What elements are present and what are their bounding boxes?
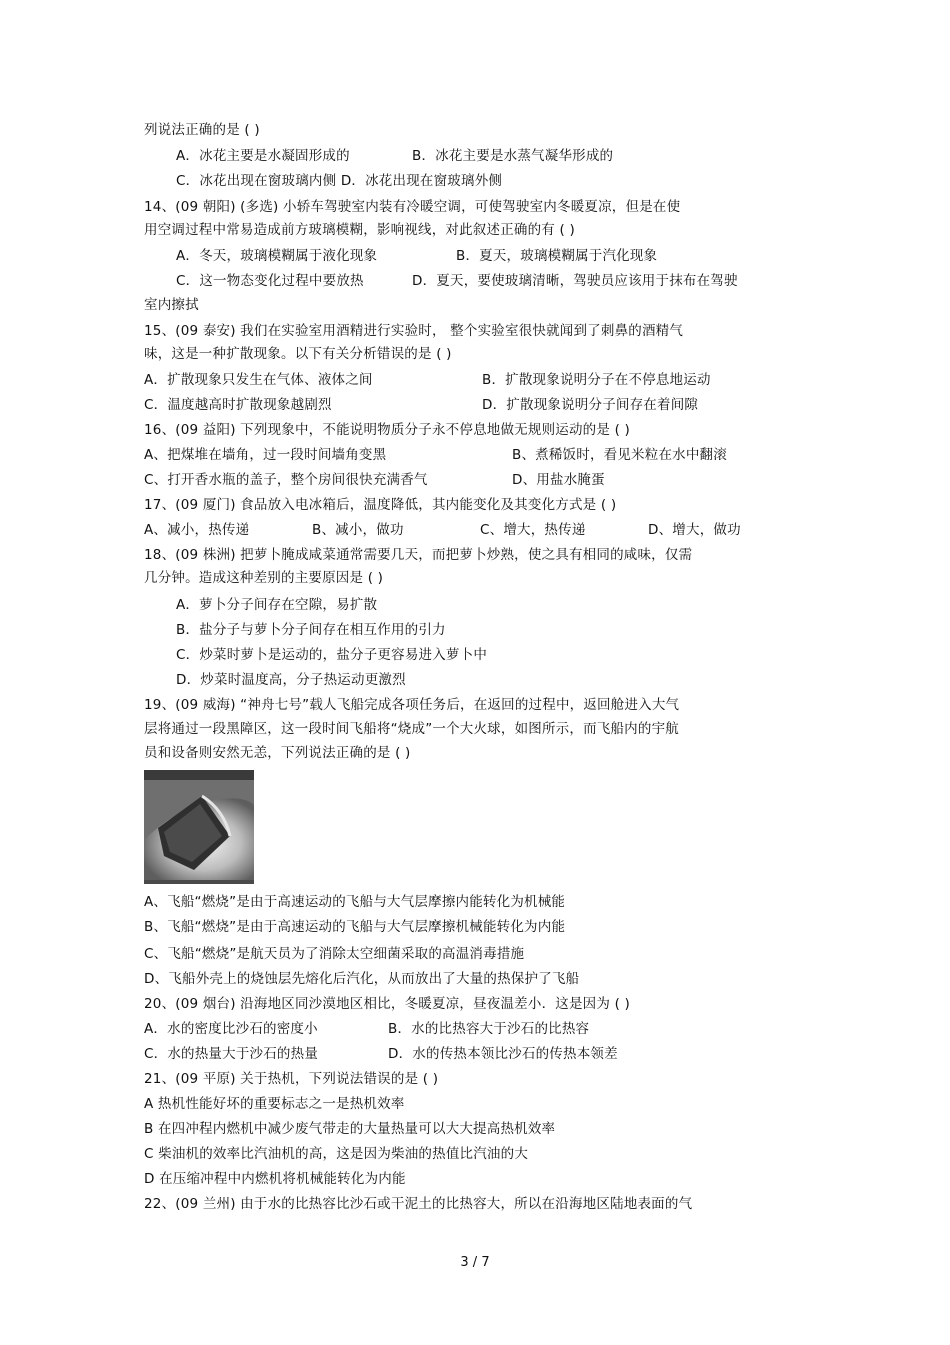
question-19-stem-2: 层将通过一段黑障区，这一段时间飞船将“烧成”一个大火球，如图所示，而飞船内的宇航	[144, 721, 679, 737]
question-20-stem: 20、(09 烟台) 沿海地区同沙漠地区相比，冬暖夏凉，昼夜温差小．这是因为 ( )	[144, 996, 630, 1012]
question-15-stem-1: 15、(09 泰安) 我们在实验室用酒精进行实验时， 整个实验室很快就闻到了刺鼻的酒精气	[144, 323, 684, 339]
option-q21-a: A 热机性能好坏的重要标志之一是热机效率	[144, 1096, 405, 1112]
option-q18-b: B．盐分子与萝卜分子间存在相互作用的引力	[176, 622, 446, 638]
option-q20-d: D．水的传热本领比沙石的传热本领差	[388, 1046, 618, 1062]
option-q15-b: B．扩散现象说明分子在不停息地运动	[482, 372, 711, 388]
page-number: 3 / 7	[460, 1255, 490, 1270]
option-q15-c: C．温度越高时扩散现象越剧烈	[144, 397, 332, 413]
option-q16-d: D、用盐水腌蛋	[512, 472, 605, 488]
option-q17-c: C、增大，热传递	[480, 522, 586, 538]
option-q17-a: A、减小，热传递	[144, 522, 250, 538]
line-q13-stem-end: 列说法正确的是 ( )	[144, 122, 260, 138]
option-q20-b: B．水的比热容大于沙石的比热容	[388, 1021, 590, 1037]
option-q21-b: B 在四冲程内燃机中减少废气带走的大量热量可以大大提高热机效率	[144, 1121, 556, 1137]
option-q14-d: D．夏天，要使玻璃清晰，驾驶员应该用于抹布在驾驶	[412, 273, 738, 289]
question-18-stem-1: 18、(09 株洲) 把萝卜腌成咸菜通常需要几天，而把萝卜炒熟，使之具有相同的咸味，仅需	[144, 547, 693, 563]
option-q13-b: B．冰花主要是水蒸气凝华形成的	[412, 148, 614, 164]
option-q21-d: D 在压缩冲程中内燃机将机械能转化为内能	[144, 1171, 406, 1187]
question-19-stem-1: 19、(09 威海) “神舟七号”载人飞船完成各项任务后，在返回的过程中，返回舱进入大气	[144, 697, 680, 713]
option-q13-cd: C．冰花出现在窗玻璃内侧 D．冰花出现在窗玻璃外侧	[176, 173, 503, 189]
option-q19-a: A、飞船“燃烧”是由于高速运动的飞船与大气层摩擦内能转化为机械能	[144, 894, 566, 910]
spacecraft-reentry-photo	[144, 770, 254, 884]
question-17-stem: 17、(09 厦门) 食品放入电冰箱后，温度降低，其内能变化及其变化方式是 ( )	[144, 497, 617, 513]
option-q15-d: D．扩散现象说明分子间存在着间隙	[482, 397, 699, 413]
question-14-stem-2: 用空调过程中常易造成前方玻璃模糊，影响视线，对此叙述正确的有 ( )	[144, 222, 575, 238]
question-22-stem: 22、(09 兰州) 由于水的比热容比沙石或干泥土的比热容大，所以在沿海地区陆地表面的气	[144, 1196, 693, 1212]
option-q14-b: B．夏天，玻璃模糊属于汽化现象	[456, 248, 658, 264]
option-q19-c: C、飞船“燃烧”是航天员为了消除太空细菌采取的高温消毒措施	[144, 946, 525, 962]
option-q14-c: C．这一物态变化过程中要放热	[176, 273, 364, 289]
spacecraft-reentry-image	[144, 770, 254, 884]
option-q20-a: A．水的密度比沙石的密度小	[144, 1021, 318, 1037]
question-16-stem: 16、(09 益阳) 下列现象中，不能说明物质分子永不停息地做无规则运动的是 ( )	[144, 422, 630, 438]
option-q19-b: B、飞船“燃烧”是由于高速运动的飞船与大气层摩擦机械能转化为内能	[144, 919, 566, 935]
option-q16-a: A、把煤堆在墙角，过一段时间墙角变黑	[144, 447, 387, 463]
option-q21-c: C 柴油机的效率比汽油机的高，这是因为柴油的热值比汽油的大	[144, 1146, 529, 1162]
question-18-stem-2: 几分钟。造成这种差别的主要原因是 ( )	[144, 570, 384, 586]
option-q16-c: C、打开香水瓶的盖子，整个房间很快充满香气	[144, 472, 428, 488]
option-q16-b: B、煮稀饭时，看见米粒在水中翻滚	[512, 447, 727, 463]
question-19-stem-3: 员和设备则安然无恙，下列说法正确的是 ( )	[144, 745, 411, 761]
option-q17-d: D、增大，做功	[648, 522, 741, 538]
option-q20-c: C．水的热量大于沙石的热量	[144, 1046, 319, 1062]
option-q13-a: A．冰花主要是水凝固形成的	[176, 148, 350, 164]
option-q14-a: A．冬天，玻璃模糊属于液化现象	[176, 248, 378, 264]
option-q18-a: A．萝卜分子间存在空隙，易扩散	[176, 597, 378, 613]
question-21-stem: 21、(09 平原) 关于热机，下列说法错误的是 ( )	[144, 1071, 439, 1087]
option-q18-c: C．炒菜时萝卜是运动的，盐分子更容易进入萝卜中	[176, 647, 488, 663]
option-q17-b: B、减小，做功	[312, 522, 404, 538]
option-q19-d: D、飞船外壳上的烧蚀层先熔化后汽化，从而放出了大量的热保护了飞船	[144, 971, 580, 987]
question-15-stem-2: 味，这是一种扩散现象。以下有关分析错误的是 ( )	[144, 346, 452, 362]
option-q14-d-cont: 室内擦拭	[144, 297, 199, 313]
option-q15-a: A．扩散现象只发生在气体、液体之间	[144, 372, 373, 388]
question-14-stem-1: 14、(09 朝阳) (多选) 小轿车驾驶室内装有冷暖空调，可使驾驶室内冬暖夏凉，但是在使	[144, 199, 681, 215]
option-q18-d: D．炒菜时温度高，分子热运动更激烈	[176, 672, 406, 688]
